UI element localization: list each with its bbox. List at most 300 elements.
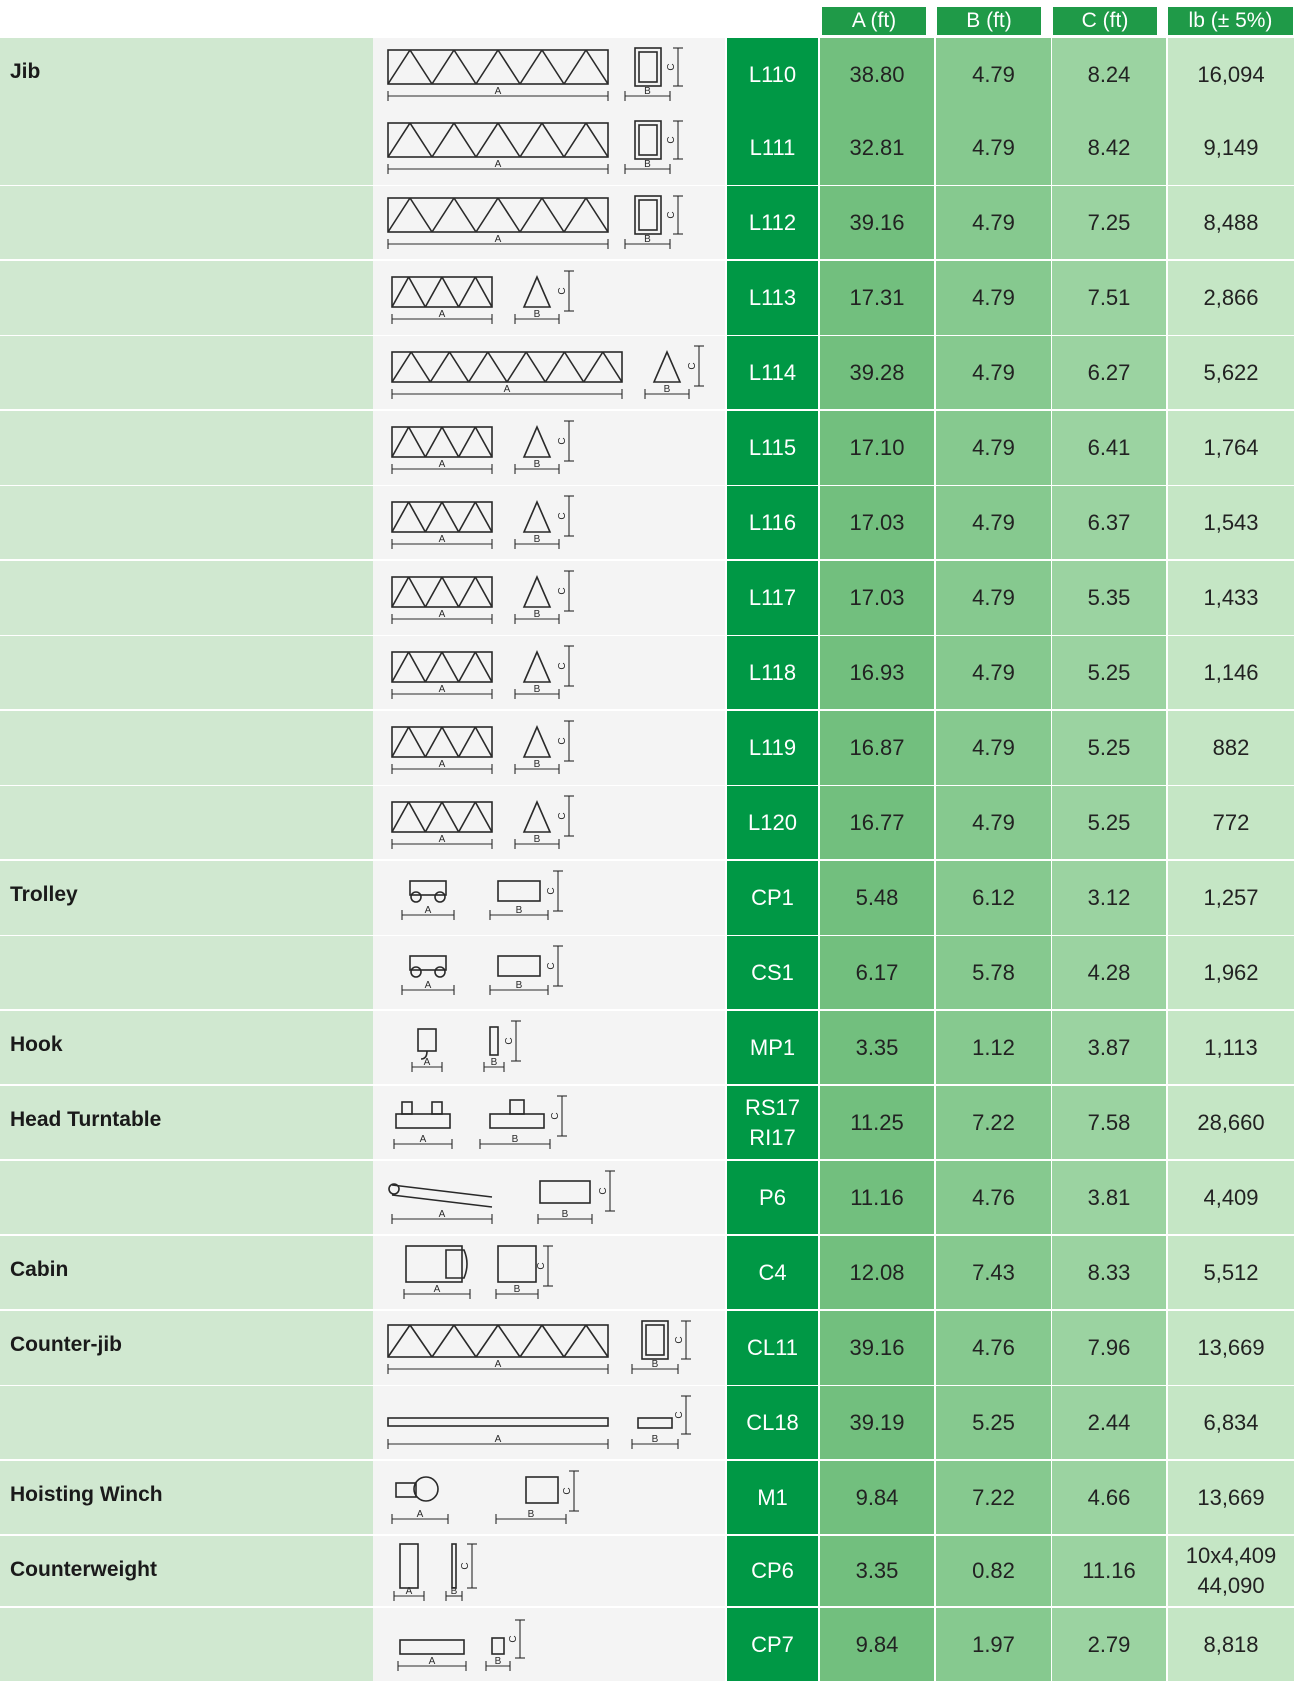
cell-code: L114 <box>727 336 818 409</box>
counterweight-block-drawing <box>380 1614 720 1674</box>
hook-block <box>418 1029 436 1051</box>
dimension-label-a: A <box>494 159 502 170</box>
dimension-label-b: B <box>450 1586 458 1597</box>
cell-code: L113 <box>727 261 818 335</box>
counter-jib-lattice-drawing <box>380 1317 720 1377</box>
category-label: Head Turntable <box>10 1108 162 1131</box>
truss-diagonal <box>584 352 603 382</box>
truss-diagonal <box>442 277 459 307</box>
truss-diagonal <box>388 50 410 84</box>
section-divider <box>0 1459 1294 1461</box>
cell-weight: 1,962 <box>1168 936 1294 1009</box>
dimension-label-a: A <box>438 534 446 545</box>
cell-a: 5.48 <box>820 861 934 935</box>
cell-weight: 16,094 <box>1168 38 1294 111</box>
cell-code: M1 <box>727 1461 818 1535</box>
section-profile <box>524 802 550 832</box>
cell-code: L116 <box>727 486 818 559</box>
truss-diagonal <box>475 277 492 307</box>
truss-diagonal <box>459 727 476 757</box>
dimension-label-c: C <box>508 1635 519 1643</box>
cell-weight: 10x4,409 44,090 <box>1168 1536 1294 1606</box>
cell-b: 4.79 <box>936 336 1051 409</box>
truss-diagonal <box>442 427 459 457</box>
cell-b: 7.43 <box>936 1236 1051 1309</box>
truss-diagonal <box>542 50 564 84</box>
truss-diagonal <box>526 352 545 382</box>
section-profile-inner <box>639 125 657 155</box>
table-row <box>0 1086 1299 1159</box>
truss-diagonal <box>388 1325 410 1357</box>
cell-a: 16.77 <box>820 786 934 859</box>
turntable-drawing <box>380 1092 720 1152</box>
cell-code: CS1 <box>727 936 818 1009</box>
cell-a: 17.31 <box>820 261 934 335</box>
dimension-label-b: B <box>533 459 541 470</box>
truss-diagonal <box>392 502 409 532</box>
truss-diagonal <box>450 352 469 382</box>
counterweight-face <box>400 1640 464 1654</box>
truss-diagonal <box>520 123 542 157</box>
cell-b: 0.82 <box>936 1536 1051 1606</box>
table-row <box>0 561 1299 635</box>
dimension-label-a: A <box>438 459 446 470</box>
dimension-label-c: C <box>674 1411 685 1419</box>
cell-b: 7.22 <box>936 1461 1051 1535</box>
truss-diagonal <box>476 50 498 84</box>
dimension-label-a: A <box>423 1057 431 1068</box>
triangular-jib-section-drawing <box>380 717 720 777</box>
trolley-wheel <box>435 967 445 977</box>
cell-c: 6.41 <box>1052 411 1166 485</box>
dimension-label-b: B <box>527 1509 535 1520</box>
dimension-label-a: A <box>494 234 502 245</box>
trolley-side <box>498 881 540 901</box>
dimension-label-c: C <box>536 1262 547 1270</box>
cell-code: CP7 <box>727 1608 818 1681</box>
counterweight-face <box>400 1544 418 1588</box>
truss-diagonal <box>459 652 476 682</box>
truss-diagonal <box>410 123 432 157</box>
truss-diagonal <box>425 502 442 532</box>
cell-weight: 5,622 <box>1168 336 1294 409</box>
cell-c: 5.25 <box>1052 786 1166 859</box>
cabin-body <box>406 1246 462 1282</box>
dimension-label-c: C <box>598 1187 609 1195</box>
cell-a: 39.28 <box>820 336 934 409</box>
truss-diagonal <box>459 802 476 832</box>
cell-b: 7.22 <box>936 1086 1051 1159</box>
truss-diagonal <box>586 198 608 232</box>
cell-code: P6 <box>727 1161 818 1235</box>
cell-c: 7.58 <box>1052 1086 1166 1159</box>
cell-code: MP1 <box>727 1011 818 1085</box>
truss-diagonal <box>469 352 488 382</box>
section-profile <box>524 727 550 757</box>
trolley-drawing <box>380 867 720 927</box>
truss-diagonal <box>459 577 476 607</box>
cell-weight: 1,257 <box>1168 861 1294 935</box>
cell-weight: 1,146 <box>1168 636 1294 709</box>
dimension-label-c: C <box>557 512 568 520</box>
dimension-label-c: C <box>460 1562 471 1570</box>
cell-b: 4.79 <box>936 786 1051 859</box>
cell-a: 32.81 <box>820 111 934 185</box>
cell-c: 8.42 <box>1052 111 1166 185</box>
cell-c: 2.44 <box>1052 1386 1166 1459</box>
dimension-label-a: A <box>428 1656 436 1667</box>
triangular-jib-section-drawing <box>380 417 720 477</box>
tie-bars-drawing <box>380 1167 720 1227</box>
category-label: Jib <box>10 60 41 83</box>
tie-bar <box>392 1185 492 1197</box>
truss-diagonal <box>442 502 459 532</box>
dimension-label-b: B <box>533 759 541 770</box>
truss-diagonal <box>410 198 432 232</box>
cell-weight: 8,488 <box>1168 186 1294 259</box>
dimension-label-a: A <box>494 1359 502 1370</box>
section-profile <box>654 352 680 382</box>
truss-diagonal <box>476 1325 498 1357</box>
hook-side <box>490 1027 498 1055</box>
dimension-label-c: C <box>557 287 568 295</box>
cell-weight: 882 <box>1168 711 1294 785</box>
cell-code: L120 <box>727 786 818 859</box>
table-row <box>0 636 1299 709</box>
cell-c: 5.35 <box>1052 561 1166 635</box>
winch-side <box>526 1477 558 1503</box>
cell-weight: 772 <box>1168 786 1294 859</box>
truss-diagonal <box>392 727 409 757</box>
cell-weight: 2,866 <box>1168 261 1294 335</box>
truss-diagonal <box>603 352 622 382</box>
dimension-label-b: B <box>533 834 541 845</box>
category-label: Hook <box>10 1033 63 1056</box>
cell-weight: 4,409 <box>1168 1161 1294 1235</box>
dimension-label-c: C <box>666 63 677 71</box>
truss-diagonal <box>475 727 492 757</box>
truss-diagonal <box>425 577 442 607</box>
category-label: Cabin <box>10 1258 69 1281</box>
cell-c: 7.96 <box>1052 1311 1166 1385</box>
table-row <box>0 861 1299 935</box>
truss-diagonal <box>388 123 410 157</box>
truss-diagonal <box>410 1325 432 1357</box>
dimension-label-c: C <box>666 211 677 219</box>
cell-a: 11.16 <box>820 1161 934 1235</box>
truss-diagonal <box>388 198 410 232</box>
table-row <box>0 1311 1299 1385</box>
truss-diagonal <box>586 123 608 157</box>
dimension-label-a: A <box>405 1586 413 1597</box>
truss-diagonal <box>475 427 492 457</box>
truss-diagonal <box>442 727 459 757</box>
truss-diagonal <box>475 502 492 532</box>
cell-b: 4.79 <box>936 486 1051 559</box>
truss-diagonal <box>498 1325 520 1357</box>
trolley-drawing <box>380 942 720 1002</box>
cell-code: L115 <box>727 411 818 485</box>
dimension-label-a: A <box>438 609 446 620</box>
trolley-frame <box>410 956 446 970</box>
truss-diagonal <box>392 277 409 307</box>
cell-a: 39.19 <box>820 1386 934 1459</box>
truss-diagonal <box>432 50 454 84</box>
cell-a: 17.03 <box>820 486 934 559</box>
truss-diagonal <box>425 727 442 757</box>
counter-jib-side <box>638 1418 672 1428</box>
dimension-label-c: C <box>557 662 568 670</box>
truss-diagonal <box>454 50 476 84</box>
truss-diagonal <box>425 802 442 832</box>
section-profile <box>524 502 550 532</box>
header-a: A (ft) <box>822 7 926 35</box>
dimension-label-c: C <box>546 962 557 970</box>
dimension-label-a: A <box>424 980 432 991</box>
dimension-label-b: B <box>644 234 651 245</box>
truss-diagonal <box>392 652 409 682</box>
cell-weight: 1,433 <box>1168 561 1294 635</box>
truss-diagonal <box>454 1325 476 1357</box>
dimension-label-c: C <box>557 587 568 595</box>
cell-a: 17.03 <box>820 561 934 635</box>
category-label: Trolley <box>10 883 78 906</box>
turntable-post <box>432 1102 442 1114</box>
dimension-label-a: A <box>424 905 432 916</box>
table-row <box>0 261 1299 335</box>
dimension-label-b: B <box>644 86 651 97</box>
section-profile <box>524 277 550 307</box>
category-label: Counter-jib <box>10 1333 122 1356</box>
section-profile-inner <box>646 1325 664 1355</box>
truss-diagonal <box>432 123 454 157</box>
cell-weight: 9,149 <box>1168 111 1294 185</box>
triangular-jib-section-drawing <box>380 342 720 402</box>
turntable-base <box>396 1114 450 1128</box>
section-divider <box>0 1534 1294 1536</box>
dimension-label-c: C <box>504 1037 515 1045</box>
cell-c: 5.25 <box>1052 636 1166 709</box>
cell-a: 39.16 <box>820 1311 934 1385</box>
winch-drawing <box>380 1467 720 1527</box>
dimension-label-a: A <box>503 384 511 395</box>
section-divider <box>0 1234 1294 1236</box>
table-row <box>0 411 1299 485</box>
cell-weight: 6,834 <box>1168 1386 1294 1459</box>
truss-diagonal <box>430 352 449 382</box>
section-profile <box>524 577 550 607</box>
truss-diagonal <box>425 652 442 682</box>
truss-diagonal <box>459 502 476 532</box>
dimension-label-a: A <box>433 1284 441 1295</box>
cabin-side <box>498 1246 536 1282</box>
trolley-wheel <box>435 892 445 902</box>
truss-diagonal <box>392 802 409 832</box>
dimension-label-c: C <box>674 1336 685 1344</box>
cell-b: 5.25 <box>936 1386 1051 1459</box>
cell-a: 3.35 <box>820 1011 934 1085</box>
table-row <box>0 38 1299 111</box>
table-row <box>0 786 1299 859</box>
box-jib-section-drawing <box>380 44 720 104</box>
dimension-label-b: B <box>533 609 541 620</box>
category-label: Counterweight <box>10 1558 157 1581</box>
dimension-label-b: B <box>644 159 651 170</box>
cell-code: C4 <box>727 1236 818 1309</box>
tie-bar-frame <box>540 1181 590 1203</box>
dimension-label-a: A <box>438 759 446 770</box>
winch-motor <box>396 1483 416 1497</box>
truss-diagonal <box>542 198 564 232</box>
truss-diagonal <box>564 123 586 157</box>
truss-diagonal <box>454 123 476 157</box>
counter-jib-flat-drawing <box>380 1392 720 1452</box>
truss-diagonal <box>459 427 476 457</box>
cell-a: 17.10 <box>820 411 934 485</box>
dimension-label-b: B <box>651 1434 659 1445</box>
section-profile-inner <box>639 200 657 230</box>
cell-a: 11.25 <box>820 1086 934 1159</box>
truss-diagonal <box>475 802 492 832</box>
truss-diagonal <box>442 577 459 607</box>
cell-code: CP1 <box>727 861 818 935</box>
truss-diagonal <box>442 652 459 682</box>
table-row <box>0 1011 1299 1085</box>
cell-b: 4.79 <box>936 186 1051 259</box>
trolley-wheel <box>411 967 421 977</box>
truss-diagonal <box>488 352 507 382</box>
counterweight-edge <box>492 1638 504 1654</box>
turntable-side <box>490 1114 544 1128</box>
truss-diagonal <box>498 198 520 232</box>
triangular-jib-section-drawing <box>380 567 720 627</box>
cell-c: 3.87 <box>1052 1011 1166 1085</box>
truss-diagonal <box>545 352 564 382</box>
cell-a: 16.93 <box>820 636 934 709</box>
counterweight-slab-drawing <box>380 1542 720 1602</box>
truss-diagonal <box>520 1325 542 1357</box>
category-label: Hoisting Winch <box>10 1483 163 1506</box>
cell-code: L118 <box>727 636 818 709</box>
cell-a: 9.84 <box>820 1608 934 1681</box>
truss-diagonal <box>409 277 426 307</box>
cell-b: 4.79 <box>936 38 1051 111</box>
dimension-label-c: C <box>562 1487 573 1495</box>
cell-b: 4.79 <box>936 636 1051 709</box>
cell-c: 8.24 <box>1052 38 1166 111</box>
cell-code: CL11 <box>727 1311 818 1385</box>
dimension-label-b: B <box>511 1134 519 1145</box>
dimension-label-a: A <box>438 1209 446 1220</box>
cell-weight: 1,543 <box>1168 486 1294 559</box>
truss-diagonal <box>409 652 426 682</box>
truss-diagonal <box>507 352 526 382</box>
truss-diagonal <box>411 352 430 382</box>
cell-a: 3.35 <box>820 1536 934 1606</box>
section-divider <box>0 1009 1294 1011</box>
cell-b: 5.78 <box>936 936 1051 1009</box>
table-row <box>0 1161 1299 1235</box>
table-row <box>0 186 1299 259</box>
dimension-label-a: A <box>419 1134 427 1145</box>
winch-drum <box>414 1477 438 1501</box>
trolley-side <box>498 956 540 976</box>
triangular-jib-section-drawing <box>380 267 720 327</box>
triangular-jib-section-drawing <box>380 492 720 552</box>
dimension-label-b: B <box>533 534 541 545</box>
dimension-label-b: B <box>533 309 541 320</box>
cell-a: 39.16 <box>820 186 934 259</box>
cabin-drawing <box>380 1242 720 1302</box>
cell-a: 6.17 <box>820 936 934 1009</box>
truss-diagonal <box>520 198 542 232</box>
dimension-label-b: B <box>533 684 541 695</box>
truss-diagonal <box>409 802 426 832</box>
cell-c: 6.37 <box>1052 486 1166 559</box>
truss-diagonal <box>542 1325 564 1357</box>
section-profile <box>524 427 550 457</box>
dimension-label-a: A <box>438 834 446 845</box>
triangular-jib-tip-drawing <box>380 792 720 852</box>
cell-weight: 1,764 <box>1168 411 1294 485</box>
cell-code: L110 <box>727 38 818 111</box>
cell-weight: 13,669 <box>1168 1461 1294 1535</box>
truss-diagonal <box>454 198 476 232</box>
triangular-jib-section-drawing <box>380 642 720 702</box>
cell-a: 12.08 <box>820 1236 934 1309</box>
cell-c: 11.16 <box>1052 1536 1166 1606</box>
dimension-label-a: A <box>494 1434 502 1445</box>
cell-code: CP6 <box>727 1536 818 1606</box>
cell-weight: 28,660 <box>1168 1086 1294 1159</box>
truss-diagonal <box>425 277 442 307</box>
table-row <box>0 936 1299 1009</box>
truss-diagonal <box>520 50 542 84</box>
turntable-post <box>402 1102 412 1114</box>
dimension-label-a: A <box>438 309 446 320</box>
truss-diagonal <box>392 577 409 607</box>
cell-a: 9.84 <box>820 1461 934 1535</box>
truss-diagonal <box>564 50 586 84</box>
truss-diagonal <box>459 277 476 307</box>
truss-diagonal <box>542 123 564 157</box>
section-divider <box>0 859 1294 861</box>
table-row <box>0 1536 1299 1606</box>
dimension-label-b: B <box>561 1209 569 1220</box>
section-divider <box>0 1084 1294 1086</box>
truss-diagonal <box>475 652 492 682</box>
header-b: B (ft) <box>937 7 1041 35</box>
cell-code: L111 <box>727 111 818 185</box>
cell-b: 4.76 <box>936 1161 1051 1235</box>
dimension-label-b: B <box>494 1656 502 1667</box>
cell-c: 7.25 <box>1052 186 1166 259</box>
dimension-label-b: B <box>663 384 671 395</box>
table-row <box>0 486 1299 559</box>
section-divider <box>0 1309 1294 1311</box>
dimension-label-b: B <box>651 1359 659 1370</box>
truss-diagonal <box>498 123 520 157</box>
counter-jib-platform <box>388 1418 608 1426</box>
cell-a: 16.87 <box>820 711 934 785</box>
trolley-frame <box>410 881 446 895</box>
truss-diagonal <box>425 427 442 457</box>
turntable-post <box>510 1100 524 1114</box>
cell-code: CL18 <box>727 1386 818 1459</box>
truss-outline <box>392 352 622 382</box>
cell-c: 8.33 <box>1052 1236 1166 1309</box>
cell-c: 2.79 <box>1052 1608 1166 1681</box>
